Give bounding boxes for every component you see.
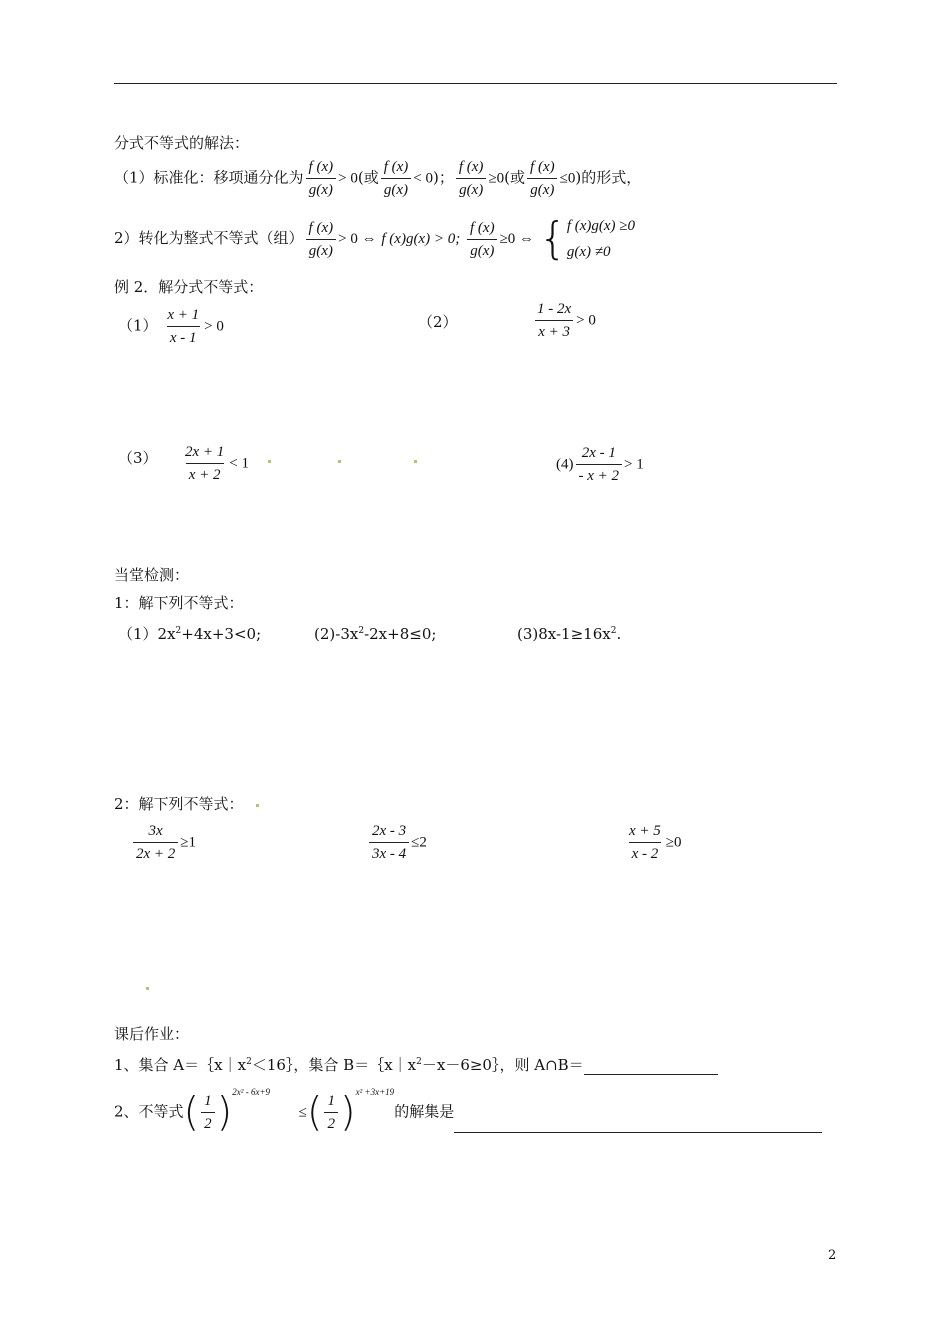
check-q2-item-2: $\frac{2x - 3}{3x - 4}$ ≤2 [367,822,427,863]
stray-dot [338,460,341,463]
answer-blank[interactable] [454,1116,822,1133]
section-heading: 分式不等式的解法： [114,134,250,152]
inequality-system: f (x)g(x) ≥0 g(x) ≠0 [566,218,636,260]
fraction: $\frac{x + 1}{x - 1}$ [167,307,200,346]
stray-dot [414,460,417,463]
system-brace: { [538,213,567,264]
check-title: 当堂检测： [114,566,190,584]
fraction: $\frac{1 - 2x}{x + 3}$ [537,301,572,340]
stray-dot [146,987,149,990]
check-q1-title: 1：解下列不等式： [114,594,244,612]
fraction: $\frac{3x}{2x + 2}$ [133,822,178,863]
fraction: $\frac{2x + 1}{x + 2}$ [185,444,225,483]
homework-item-1: 1、集合 $A=\{x|x^2<16\}$，集合 $B=\{x|x^2-x-6\ge 0\}$，则 A∩B＝ [114,1052,718,1075]
fraction-f-over-g: $\frac{f (x)}{g(x)}$ [456,158,487,199]
fraction-f-over-g: $\frac{f (x)}{g(x)}$ [306,158,337,199]
fraction: $\frac{2x - 3}{3x - 4}$ [369,822,409,863]
homework-item-2: 2、不等式( $\frac{1}{2}$ )$^{2x^2 - 6x+9}$ ≤( $\frac{1}{2}$ )$^{x^2 +3x+19}$的解集是 [114,1092,822,1152]
example-item-2: $\frac{1 - 2x}{x + 3}$ > 0 [532,300,596,341]
check-q1-item-1: $(1)2x^2+4x+3<0$; [118,625,262,643]
fraction: $\frac{2x - 1}{- x + 2}$ [576,444,623,485]
homework-title: 课后作业： [114,1025,190,1043]
example-item-2-label: （2） [418,313,458,331]
answer-blank[interactable] [584,1058,718,1075]
fraction: $\frac{x + 5}{x - 2}$ [629,823,661,862]
stray-dot [268,460,271,463]
fraction-f-over-g: $\frac{f (x)}{g(x)}$ [527,158,558,199]
example-title: 例 2．解分式不等式： [114,278,264,296]
header-rule [114,83,837,84]
line1-prefix: （1）标准化：移项通分化为 [114,168,304,187]
rule-convert: 2）转化为整式不等式（组） $\frac{f (x)}{g(x)}$ > 0 ⇔ f (x)g(x) > 0; $\frac{f (x)}{g(x)}$ ≥0 ⇔ { f (x)g(x) ≥0 g(x) ≠0 [114,213,636,264]
fraction-one-half: $\frac{1}{2}$ [324,1092,338,1133]
example-item-3-label: （3） [118,449,158,467]
example-item-4: (4) $\frac{2x - 1}{- x + 2}$ > 1 [556,445,644,484]
check-q2-item-3: $\frac{x + 5}{x - 2}$ ≥0 [624,822,682,863]
example-item-1: （1） $\frac{x + 1}{x - 1}$ > 0 [118,307,224,346]
check-q1-item-3: $(3)8x-1\ge 16x^2$. [517,625,622,643]
line2-prefix: 2）转化为整式不等式（组） [114,229,304,247]
fraction-f-over-g: $\frac{f (x)}{g(x)}$ [306,219,337,260]
page-number: 2 [828,1248,837,1263]
check-q1-item-2: $(2)-3x^2-2x+8\le 0$; [314,625,437,643]
fraction-f-over-g: $\frac{f (x)}{g(x)}$ [381,158,412,199]
stray-dot [256,804,259,807]
example-item-3: $\frac{2x + 1}{x + 2}$ < 1 [180,443,249,484]
check-q2-item-1: $\frac{3x}{2x + 2}$ ≥1 [131,822,196,863]
check-q2-title: 2：解下列不等式： [114,795,244,813]
fraction-f-over-g: $\frac{f (x)}{g(x)}$ [467,219,498,260]
fraction-one-half: $\frac{1}{2}$ [201,1092,215,1133]
rule-standardize: （1）标准化：移项通分化为 $\frac{f (x)}{g(x)}$ > 0(或 $\frac{f (x)}{g(x)}$ < 0)； $\frac{f (x)}{g(x)}$ ≥0(或 $\frac{f (x)}{g(x)}$ ≤0)的形式， [114,159,642,198]
